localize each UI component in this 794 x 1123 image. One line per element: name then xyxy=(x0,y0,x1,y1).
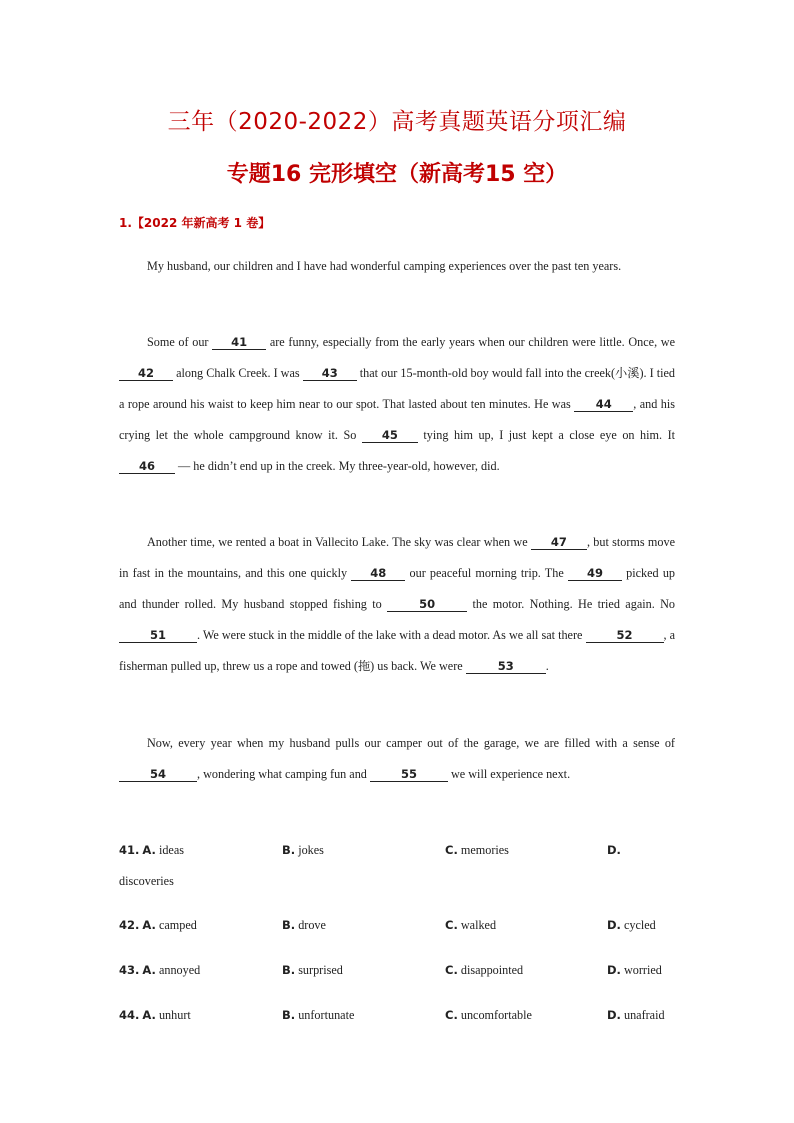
paragraph-text: that our 15-month-old boy would fall into the creek(小溪). I tied a rope around his waist to keep him near to our spot. That lasted about ten minutes. He was xyxy=(119,366,676,411)
paragraph-text: Another time, we rented a boat in Vallecito Lake. The sky was clear when we xyxy=(147,535,528,549)
option-a[interactable]: 41. A. ideas xyxy=(119,843,184,857)
passage-paragraph-4 xyxy=(119,728,675,790)
option-d[interactable]: D. worried xyxy=(607,963,662,977)
paragraph-text: . We were stuck in the middle of the lake with a dead motor. As we all sat there xyxy=(197,628,583,642)
option-a[interactable]: 43. A. annoyed xyxy=(119,963,201,977)
option-c[interactable]: C. walked xyxy=(445,918,497,932)
paragraph-text: along Chalk Creek. I was xyxy=(176,366,300,380)
option-row-42 xyxy=(119,918,679,938)
blank-49[interactable]: 49 xyxy=(568,566,622,581)
blank-44[interactable]: 44 xyxy=(574,397,633,412)
option-c[interactable]: C. memories xyxy=(445,843,509,857)
option-b[interactable]: B. unfortunate xyxy=(282,1008,355,1022)
paragraph-text: . xyxy=(545,659,549,673)
blank-55[interactable]: 55 xyxy=(370,767,448,782)
blank-52[interactable]: 52 xyxy=(586,628,664,643)
option-row-41 xyxy=(119,843,679,863)
blank-45[interactable]: 45 xyxy=(362,428,418,443)
blank-53[interactable]: 53 xyxy=(466,659,546,674)
blank-43[interactable]: 43 xyxy=(303,366,357,381)
option-a[interactable]: 44. A. unhurt xyxy=(119,1008,191,1022)
option-c[interactable]: C. uncomfortable xyxy=(445,1008,532,1022)
passage-paragraph-3 xyxy=(119,527,675,682)
paragraph-text: tying him up, I just kept a close eye on him. It xyxy=(423,428,676,442)
blank-54[interactable]: 54 xyxy=(119,767,197,782)
blank-50[interactable]: 50 xyxy=(387,597,467,612)
option-d-text[interactable]: discoveries xyxy=(119,874,174,888)
paragraph-text: Now, every year when my husband pulls our camper out of the garage, we are filled with a sense of xyxy=(147,736,675,750)
document-title: 三年（2020-2022）高考真题英语分项汇编 xyxy=(167,109,627,135)
option-b[interactable]: B. drove xyxy=(282,918,326,932)
paragraph-text: are funny, especially from the early years when our children were little. Once, we xyxy=(269,335,676,349)
blank-47[interactable]: 47 xyxy=(531,535,587,550)
paragraph-text: the motor. Nothing. He tried again. No xyxy=(472,597,676,611)
blank-46[interactable]: 46 xyxy=(119,459,175,474)
option-d[interactable]: D. unafraid xyxy=(607,1008,665,1022)
paragraph-text: , wondering what camping fun and xyxy=(197,767,367,781)
document-subtitle: 专题16 完形填空（新高考15 空） xyxy=(226,162,568,187)
blank-42[interactable]: 42 xyxy=(119,366,173,381)
paragraph-text: , but storms move in fast in the mountains, and this one quickly xyxy=(119,535,676,580)
blank-48[interactable]: 48 xyxy=(351,566,405,581)
paragraph-text: picked up and thunder rolled. My husband stopped fishing to xyxy=(119,566,676,611)
option-row-43 xyxy=(119,963,679,983)
paragraph-text: our peaceful morning trip. The xyxy=(409,566,564,580)
paragraph-text: — he didn’t end up in the creek. My three-year-old, however, did. xyxy=(178,459,500,473)
paragraph-text: , and his crying let the whole campground know it. So xyxy=(119,397,675,442)
question-heading: 1.【2022 年新高考 1 卷】 xyxy=(119,216,271,230)
passage-paragraph-1 xyxy=(119,251,675,282)
paragraph-text: Some of our xyxy=(147,335,209,349)
option-c[interactable]: C. disappointed xyxy=(445,963,524,977)
passage-paragraph-2 xyxy=(119,327,675,482)
paragraph-text: My husband, our children and I have had wonderful camping experiences over the past ten years. xyxy=(147,259,622,273)
option-d[interactable]: D. xyxy=(607,843,621,857)
option-d[interactable]: D. cycled xyxy=(607,918,656,932)
blank-41[interactable]: 41 xyxy=(212,335,266,350)
option-b[interactable]: B. jokes xyxy=(282,843,324,857)
option-b[interactable]: B. surprised xyxy=(282,963,343,977)
paragraph-text: we will experience next. xyxy=(451,767,571,781)
option-a[interactable]: 42. A. camped xyxy=(119,918,197,932)
option-row-44 xyxy=(119,1008,679,1028)
paragraph-text: , a fisherman pulled up, threw us a rope and towed (拖) us back. We were xyxy=(119,628,676,673)
blank-51[interactable]: 51 xyxy=(119,628,197,643)
